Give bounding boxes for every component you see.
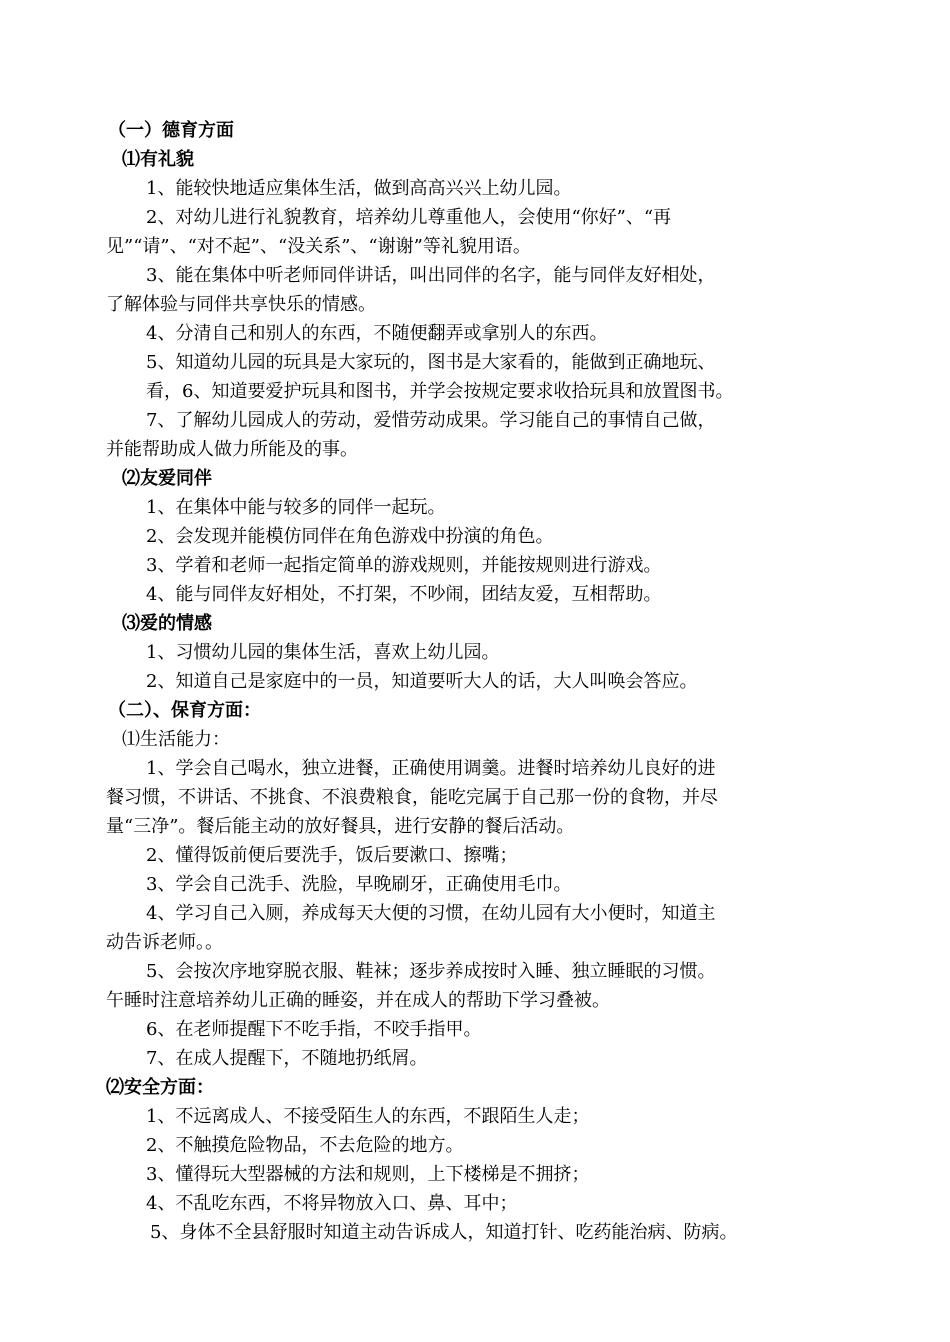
paragraph-line: 4、分清自己和别人的东西，不随便翻弄或拿别人的东西。 (146, 323, 608, 344)
paragraph-line: 了解体验与同伴共享快乐的情感。 (106, 294, 376, 315)
paragraph-line: 7、在成人提醒下，不随地扔纸屑。 (146, 1048, 428, 1069)
paragraph-line: 1、在集体中能与较多的同伴一起玩。 (146, 497, 446, 518)
paragraph-line: 3、学着和老师一起指定简单的游戏规则，并能按规则进行游戏。 (146, 555, 662, 576)
paragraph-line: 见”“请”、“对不起”、“没关系”、“谢谢”等礼貌用语。 (106, 236, 531, 257)
subheading-love: ⑶爱的情感 (122, 613, 212, 634)
paragraph-line: 1、不远离成人、不接受陌生人的东西，不跟陌生人走； (146, 1106, 590, 1127)
subheading-life-skills: ⑴生活能力： (122, 729, 230, 750)
heading-care: （二）、保育方面： (108, 700, 261, 721)
subheading-friendship: ⑵友爱同伴 (122, 468, 212, 489)
paragraph-line: 1、习惯幼儿园的集体生活，喜欢上幼儿园。 (146, 642, 500, 663)
paragraph-line: 2、不触摸危险物品，不去危险的地方。 (146, 1135, 464, 1156)
heading-moral: （一）德育方面 (108, 120, 234, 141)
paragraph-line: 并能帮助成人做力所能及的事。 (106, 439, 358, 460)
paragraph-line: 1、学会自己喝水，独立进餐，正确使用调羹。进餐时培养幼儿良好的进 (146, 758, 716, 779)
paragraph-line: 2、对幼儿进行礼貌教育，培养幼儿尊重他人，会使用“你好”、“再 (146, 207, 672, 228)
paragraph-line: 4、能与同伴友好相处，不打架，不吵闹，团结友爱，互相帮助。 (146, 584, 662, 605)
paragraph-line: 2、懂得饭前便后要洗手，饭后要漱口、擦嘴； (146, 845, 518, 866)
paragraph-line: 7、了解幼儿园成人的劳动，爱惜劳动成果。学习能自己的事情自己做， (146, 410, 716, 431)
paragraph-line: 3、学会自己洗手、洗脸，早晚刷牙，正确使用毛巾。 (146, 874, 572, 895)
paragraph-line: 5、知道幼儿园的玩具是大家玩的，图书是大家看的，能做到正确地玩、 (146, 352, 716, 373)
paragraph-line: 6、在老师提醒下不吃手指，不咬手指甲。 (146, 1019, 482, 1040)
paragraph-line: 3、懂得玩大型器械的方法和规则，上下楼梯是不拥挤； (146, 1164, 590, 1185)
paragraph-line: 4、学习自己入厕，养成每天大便的习惯，在幼儿园有大小便时，知道主 (146, 903, 716, 924)
paragraph-line: 4、不乱吃东西，不将异物放入口、鼻、耳中； (146, 1193, 518, 1214)
paragraph-line: 3、能在集体中听老师同伴讲话，叫出同伴的名字，能与同伴友好相处， (146, 265, 716, 286)
paragraph-line: 餐习惯，不讲话、不挑食、不浪费粮食，能吃完属于自己那一份的食物，并尽 (106, 787, 718, 808)
paragraph-line: 看，6、知道要爱护玩具和图书，并学会按规定要求收拾玩具和放置图书。 (146, 381, 734, 402)
paragraph-line: 午睡时注意培养幼儿正确的睡姿，并在成人的帮助下学习叠被。 (106, 990, 610, 1011)
paragraph-line: 5、身体不全县舒服时知道主动告诉成人，知道打针、吃药能治病、防病。 (150, 1222, 738, 1243)
paragraph-line: 1、能较快地适应集体生活，做到高高兴兴上幼儿园。 (146, 178, 572, 199)
subheading-politeness: ⑴有礼貌 (122, 149, 194, 170)
paragraph-line: 2、知道自己是家庭中的一员，知道要听大人的话，大人叫唤会答应。 (146, 671, 698, 692)
paragraph-line: 5、会按次序地穿脱衣服、鞋袜；逐步养成按时入睡、独立睡眠的习惯。 (146, 961, 716, 982)
subheading-safety: ⑵安全方面： (106, 1077, 214, 1098)
paragraph-line: 动告诉老师。。 (106, 932, 223, 953)
paragraph-line: 2、会发现并能模仿同伴在角色游戏中扮演的角色。 (146, 526, 554, 547)
paragraph-line: 量“三净”。餐后能主动的放好餐具，进行安静的餐后活动。 (106, 816, 575, 837)
